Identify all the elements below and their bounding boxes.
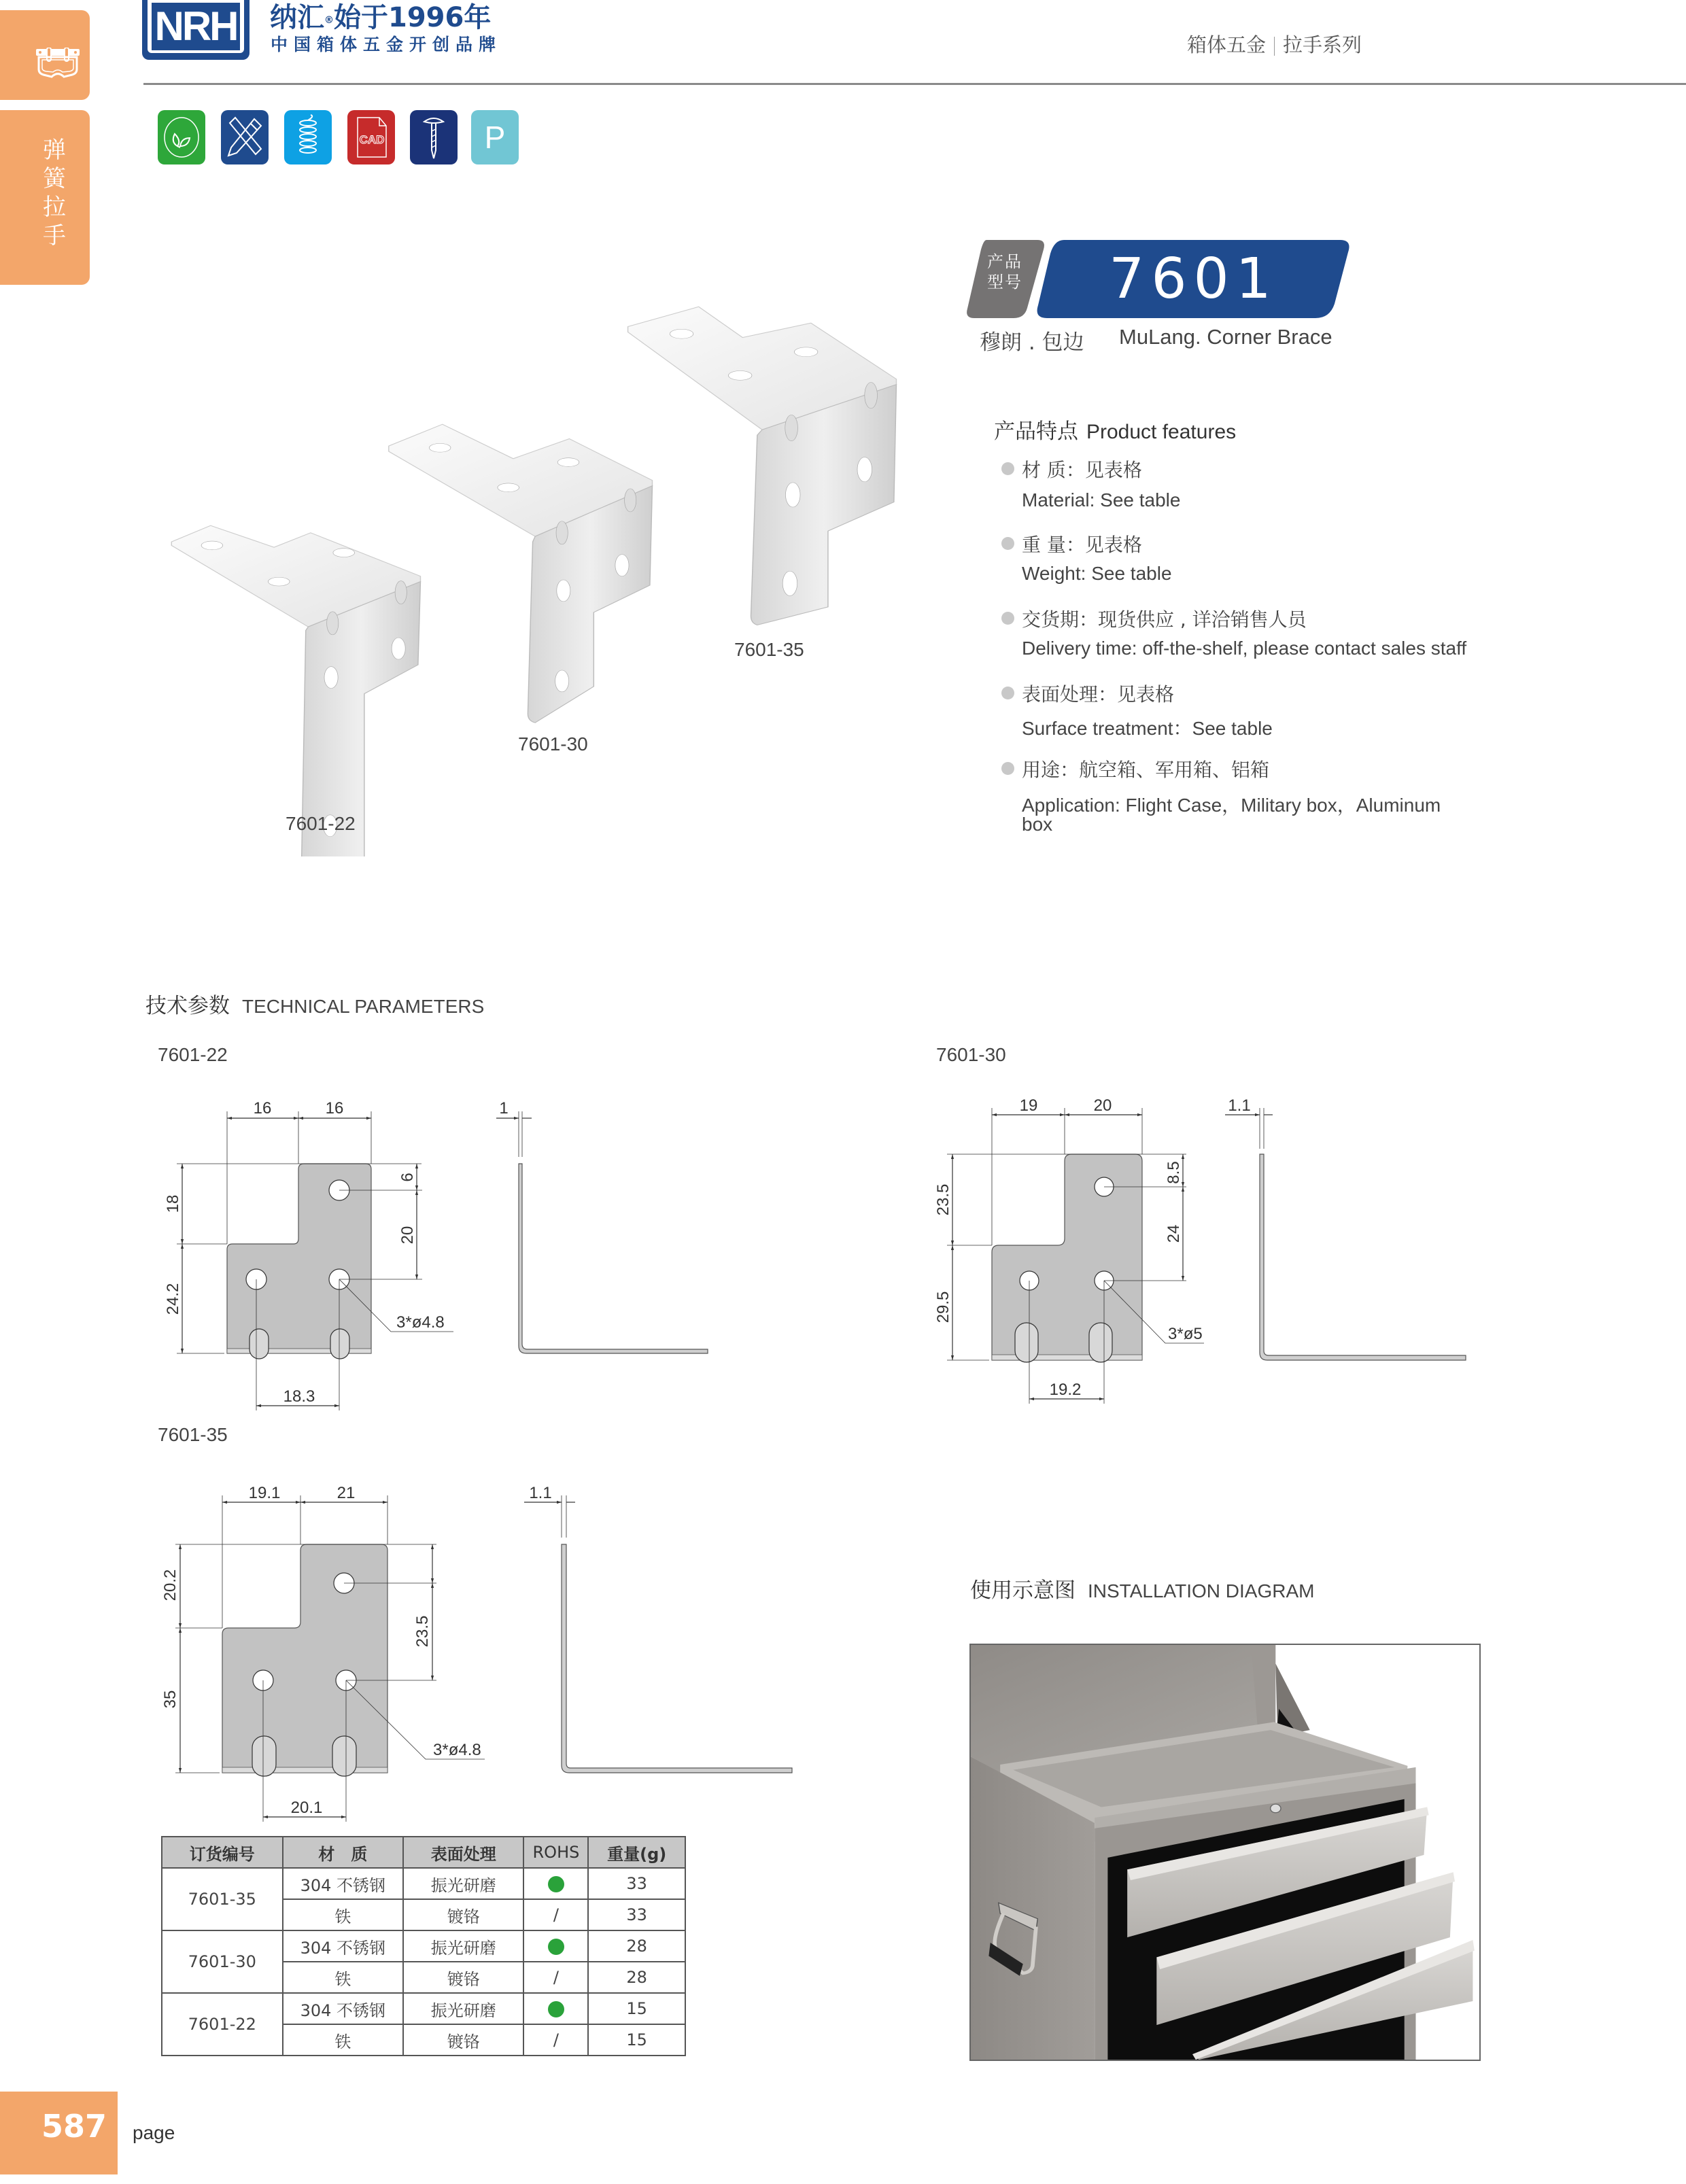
breadcrumb-series[interactable]: 拉手系列 <box>1283 33 1362 56</box>
finish: 振光研磨 <box>403 1868 523 1899</box>
dim-text: 18 <box>164 1194 182 1213</box>
finish: 镀铬 <box>403 2024 523 2056</box>
feature-weight-en: Weight: See table <box>1022 563 1172 584</box>
order-code: 7601-22 <box>162 1993 283 2056</box>
material: 铁 <box>283 1962 404 1993</box>
weight: 33 <box>588 1868 685 1899</box>
finish: 振光研磨 <box>403 1993 523 2024</box>
feature-surface-en: Surface treatment：See table <box>1022 718 1273 739</box>
spec-table <box>161 1836 686 2056</box>
rohs-cell <box>523 1868 588 1899</box>
order-code: 7601-35 <box>162 1868 283 1930</box>
svg-text:CAD: CAD <box>359 133 385 146</box>
p-icon[interactable]: P <box>471 110 519 164</box>
col-material: 材 质 <box>283 1837 404 1868</box>
dim-text: 1.1 <box>1228 1096 1251 1115</box>
rohs-cell <box>523 1993 588 2024</box>
col-weight: 重量(g) <box>588 1837 685 1868</box>
technical-title: 技术参数 TECHNICAL PARAMETERS <box>145 994 485 1018</box>
material: 304 不锈钢 <box>283 1930 404 1962</box>
col-order-code: 订货编号 <box>162 1837 283 1868</box>
order-code: 7601-30 <box>162 1930 283 1993</box>
breadcrumb-category[interactable]: 箱体五金 <box>1187 33 1267 56</box>
tab-char: 拉 <box>43 194 66 221</box>
table-row <box>162 1868 685 1899</box>
product-label-7601-22: 7601-22 <box>286 813 356 834</box>
feature-weight-cn: 重 量：见表格 <box>1022 534 1142 556</box>
rohs-compliant-icon <box>548 2001 564 2017</box>
weight: 28 <box>588 1962 685 1993</box>
material: 304 不锈钢 <box>283 1993 404 2024</box>
weight: 33 <box>588 1899 685 1930</box>
material: 304 不锈钢 <box>283 1868 404 1899</box>
product-label-7601-30: 7601-30 <box>518 733 588 755</box>
rohs-cell <box>523 1930 588 1962</box>
weight: 28 <box>588 1930 685 1962</box>
dim-text: 1.1 <box>529 1484 552 1502</box>
rohs-cell: / <box>523 2024 588 2056</box>
feature-application-en: Application: Flight Case，Military box，Aluminum <box>1022 795 1441 816</box>
dim-text: 19.2 <box>1049 1381 1082 1399</box>
dim-text: 21 <box>337 1484 356 1502</box>
brand-tagline: 中国箱体五金开创品牌 <box>271 35 502 54</box>
dim-text: 16 <box>253 1099 272 1117</box>
table-row <box>162 1993 685 2024</box>
finish: 镀铬 <box>403 1962 523 1993</box>
product-name-cn: 穆朗 . 包边 <box>980 330 1084 355</box>
installation-photo <box>969 1644 1481 2061</box>
dim-text: 20 <box>398 1226 417 1245</box>
dim-text: 20.1 <box>290 1799 323 1817</box>
rohs-cell: / <box>523 1962 588 1993</box>
rohs-compliant-icon <box>548 1939 564 1955</box>
features-title: 产品特点 Product features <box>994 419 1237 444</box>
feature-material-en: Material: See table <box>1022 489 1181 510</box>
dim-text: 23.5 <box>413 1615 432 1648</box>
drawing-label-7601-35: 7601-35 <box>158 1424 228 1445</box>
model-number: 7601 <box>1109 247 1278 311</box>
dim-text: 6 <box>398 1173 417 1182</box>
installation-title: 使用示意图 INSTALLATION DIAGRAM <box>970 1578 1315 1603</box>
rohs-cell: / <box>523 1899 588 1930</box>
brand-slogan: 纳汇®始于1996年 <box>270 2 492 33</box>
dim-text: 16 <box>325 1099 344 1117</box>
logo-text: NRH <box>152 3 240 50</box>
page-number-box <box>0 2092 118 2174</box>
dim-text: 3*ø5 <box>1168 1325 1203 1343</box>
finish: 镀铬 <box>403 1899 523 1930</box>
drawing-label-7601-22: 7601-22 <box>158 1044 228 1065</box>
product-name-en: MuLang. Corner Brace <box>1119 325 1332 349</box>
feature-delivery-en: Delivery time: off-the-shelf, please contact sales staff <box>1022 638 1467 659</box>
feature-surface-cn: 表面处理：见表格 <box>1022 683 1175 706</box>
dim-text: 29.5 <box>934 1291 952 1323</box>
rohs-compliant-icon <box>548 1876 564 1892</box>
page-number: 587 <box>41 2108 107 2145</box>
table-header-row <box>162 1837 685 1868</box>
dim-text: 24 <box>1165 1224 1183 1243</box>
material: 铁 <box>283 1899 404 1930</box>
dim-text: 8.5 <box>1165 1161 1183 1184</box>
weight: 15 <box>588 2024 685 2056</box>
dim-text: 35 <box>161 1690 179 1709</box>
toolbox-illustration <box>971 1645 1479 2060</box>
tab-char: 弹 <box>43 137 66 164</box>
dim-text: 19 <box>1019 1096 1038 1115</box>
model-badge-label: 产品 型号 <box>987 252 1022 292</box>
col-finish: 表面处理 <box>403 1837 523 1868</box>
drawing-label-7601-30: 7601-30 <box>936 1044 1006 1065</box>
material: 铁 <box>283 2024 404 2056</box>
product-label-7601-35: 7601-35 <box>734 639 804 660</box>
col-rohs: ROHS <box>523 1837 588 1868</box>
finish: 振光研磨 <box>403 1930 523 1962</box>
page-label: page <box>133 2122 175 2143</box>
table-row <box>162 1930 685 1962</box>
dim-text: 20.2 <box>161 1569 179 1601</box>
feature-application-cn: 用途：航空箱、军用箱、铝箱 <box>1022 759 1270 781</box>
feature-delivery-cn: 交货期：现货供应 , 详洽销售人员 <box>1022 608 1307 631</box>
dim-text: 19.1 <box>248 1484 281 1502</box>
dim-text: 23.5 <box>934 1183 952 1216</box>
dim-text: 18.3 <box>283 1387 315 1406</box>
tab-char: 簧 <box>43 165 66 192</box>
feature-material-cn: 材 质：见表格 <box>1022 459 1142 481</box>
tab-char: 手 <box>43 222 66 249</box>
dim-text: 3*ø4.8 <box>396 1313 445 1332</box>
dim-text: 1 <box>499 1099 509 1117</box>
weight: 15 <box>588 1993 685 2024</box>
dim-text: 24.2 <box>164 1283 182 1315</box>
feature-application-en-cont: box <box>1022 814 1053 835</box>
dim-text: 20 <box>1093 1096 1112 1115</box>
dim-text: 3*ø4.8 <box>433 1741 481 1759</box>
